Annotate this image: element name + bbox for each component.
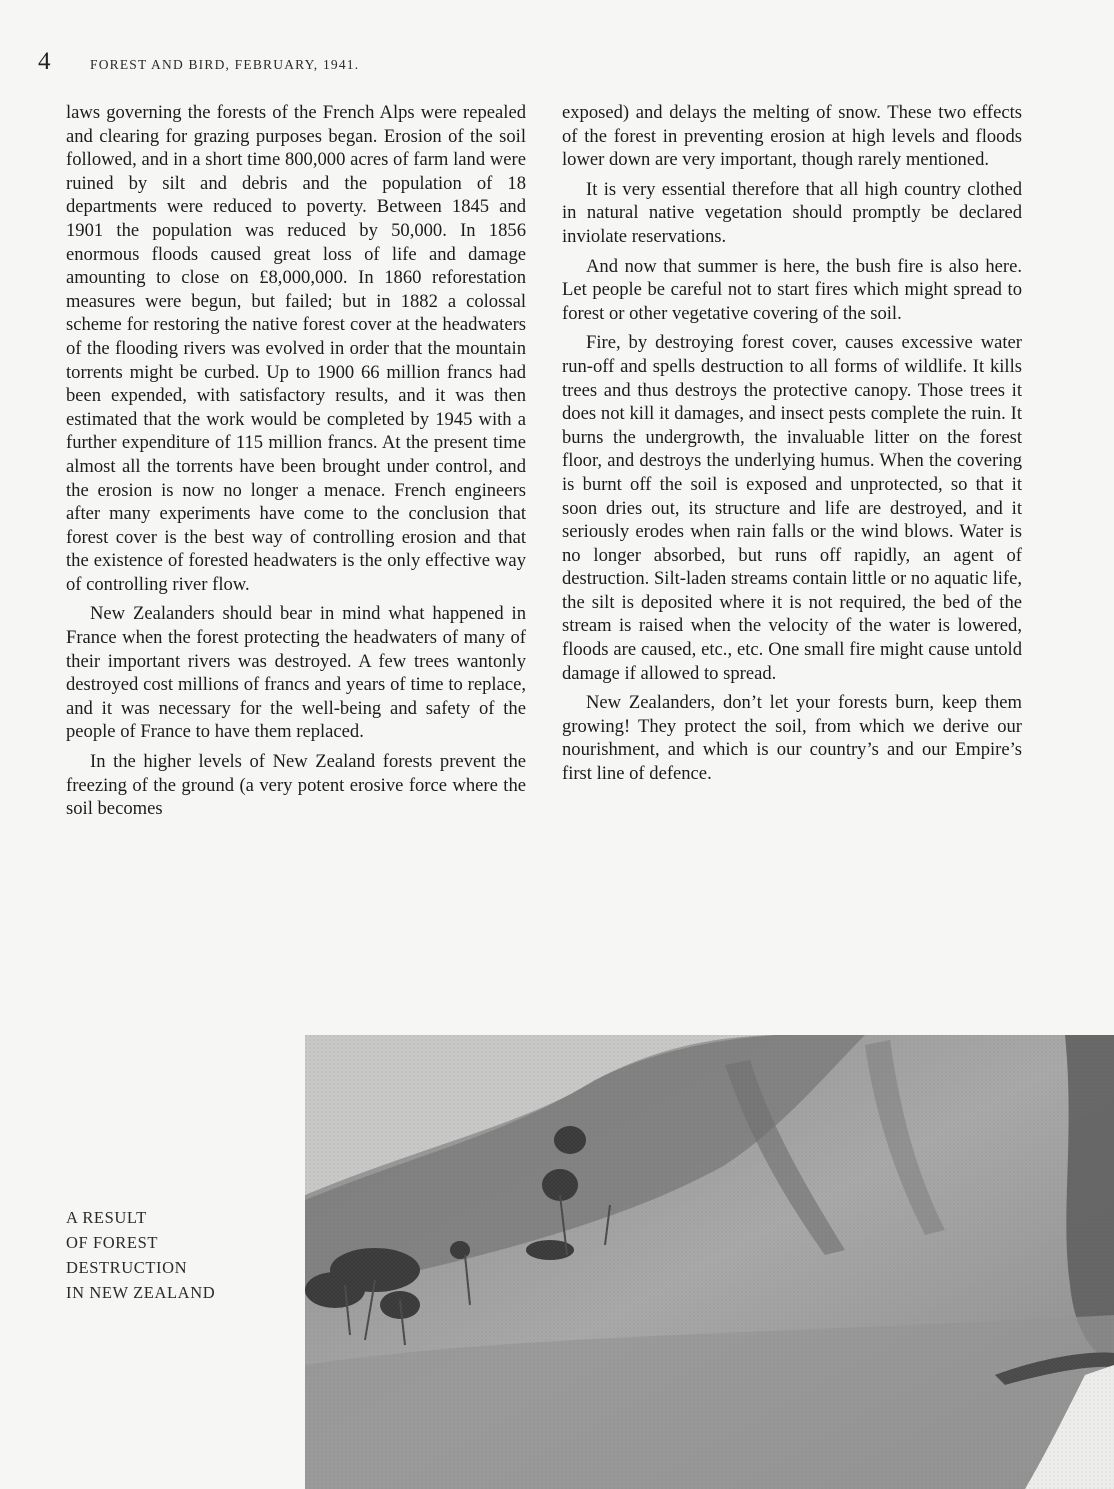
caption-line: IN NEW ZEALAND (66, 1283, 216, 1302)
right-column (562, 101, 1022, 792)
paragraph: laws governing the forests of the French Alps were repealed and clearing for grazing purposes began. Erosion of the soil followed, and in a short time 800,000 acres of farm land were ruined by silt and debris and the population of 18 departments were reduced to poverty. Between 1845 and 1901 the population was reduced by 50,000. In 1856 enormous floods caused great loss of life and damage amounting to close on £8,000,000. In 1860 reforestation measures were begun, but failed; but in 1882 a colossal scheme for restoring the native forest cover at the headwaters of the flooding rivers was evolved in order that the mountain torrents might be curbed. Up to 1900 66 million francs had been expended, with satisfactory results, and it was then estimated that the work would be completed by 1945 with a further expenditure of 115 million francs. At the present time almost all the torrents have been brought under control, and the erosion is now no longer a menace. French engineers after many experiments have come to the conclusion that forest cover is the best way of controlling erosion and that the existence of forested headwaters is the only effective way of controlling river flow. (66, 102, 526, 595)
page-number: 4 (38, 48, 51, 75)
photo-illustration (305, 1035, 1114, 1489)
paragraph: New Zealanders, don’t let your forests burn, keep them growing! They protect the soil, from which we derive our nourishment, and which is our country’s and our Empire’s first line of defence. (562, 692, 1022, 785)
paragraph: exposed) and delays the melting of snow. These two effects of the forest in preventing erosion at high levels and floods lower down are very important, though rarely mentioned. (562, 102, 1022, 171)
figure-caption (66, 1205, 215, 1305)
eroded-hillside-photo (305, 1035, 1114, 1489)
caption-line: OF FOREST (66, 1233, 159, 1252)
paragraph: It is very essential therefore that all high country clothed in natural native vegetation should promptly be declared inviolate reservations. (562, 178, 1022, 247)
paragraph: Fire, by destroying forest cover, causes excessive water run-off and spells destruction to all forms of wildlife. It kills trees and thus destroys the protective canopy. Those trees it does not kill it damages, and insect pests complete the ruin. It burns the undergrowth, the invaluable litter on the forest floor, and destroys the underlying humus. When the covering is burnt off the soil is exposed and unprotected, so that it soon dries out, its structure and life are destroyed, and it seriously erodes when rain falls or the wind blows. Water is no longer absorbed, but runs off rapidly, an agent of destruction. Silt-laden streams contain little or no aquatic life, the silt is deposited where it is not required, the bed of the stream is raised when the velocity of the water is lowered, floods are caused, etc., etc. One small fire might cause untold damage if allowed to spread. (562, 332, 1022, 684)
left-column (66, 101, 526, 827)
caption-line: DESTRUCTION (66, 1258, 188, 1277)
paragraph: New Zealanders should bear in mind what happened in France when the forest protecting the headwaters of many of their important rivers was destroyed. A few trees wantonly destroyed cost millions of francs and years of time to replace, and it was necessary for the well-being and safety of the people of France to have them replaced. (66, 603, 526, 743)
running-head: FOREST AND BIRD, FEBRUARY, 1941. (90, 57, 360, 72)
paragraph: And now that summer is here, the bush fire is also here. Let people be careful not to start fires which might spread to forest or other vegetative covering of the soil. (562, 255, 1022, 324)
caption-line: A RESULT (66, 1208, 147, 1227)
paragraph: In the higher levels of New Zealand forests prevent the freezing of the ground (a very potent erosive force where the soil becomes (66, 751, 526, 820)
page-header (38, 48, 359, 76)
